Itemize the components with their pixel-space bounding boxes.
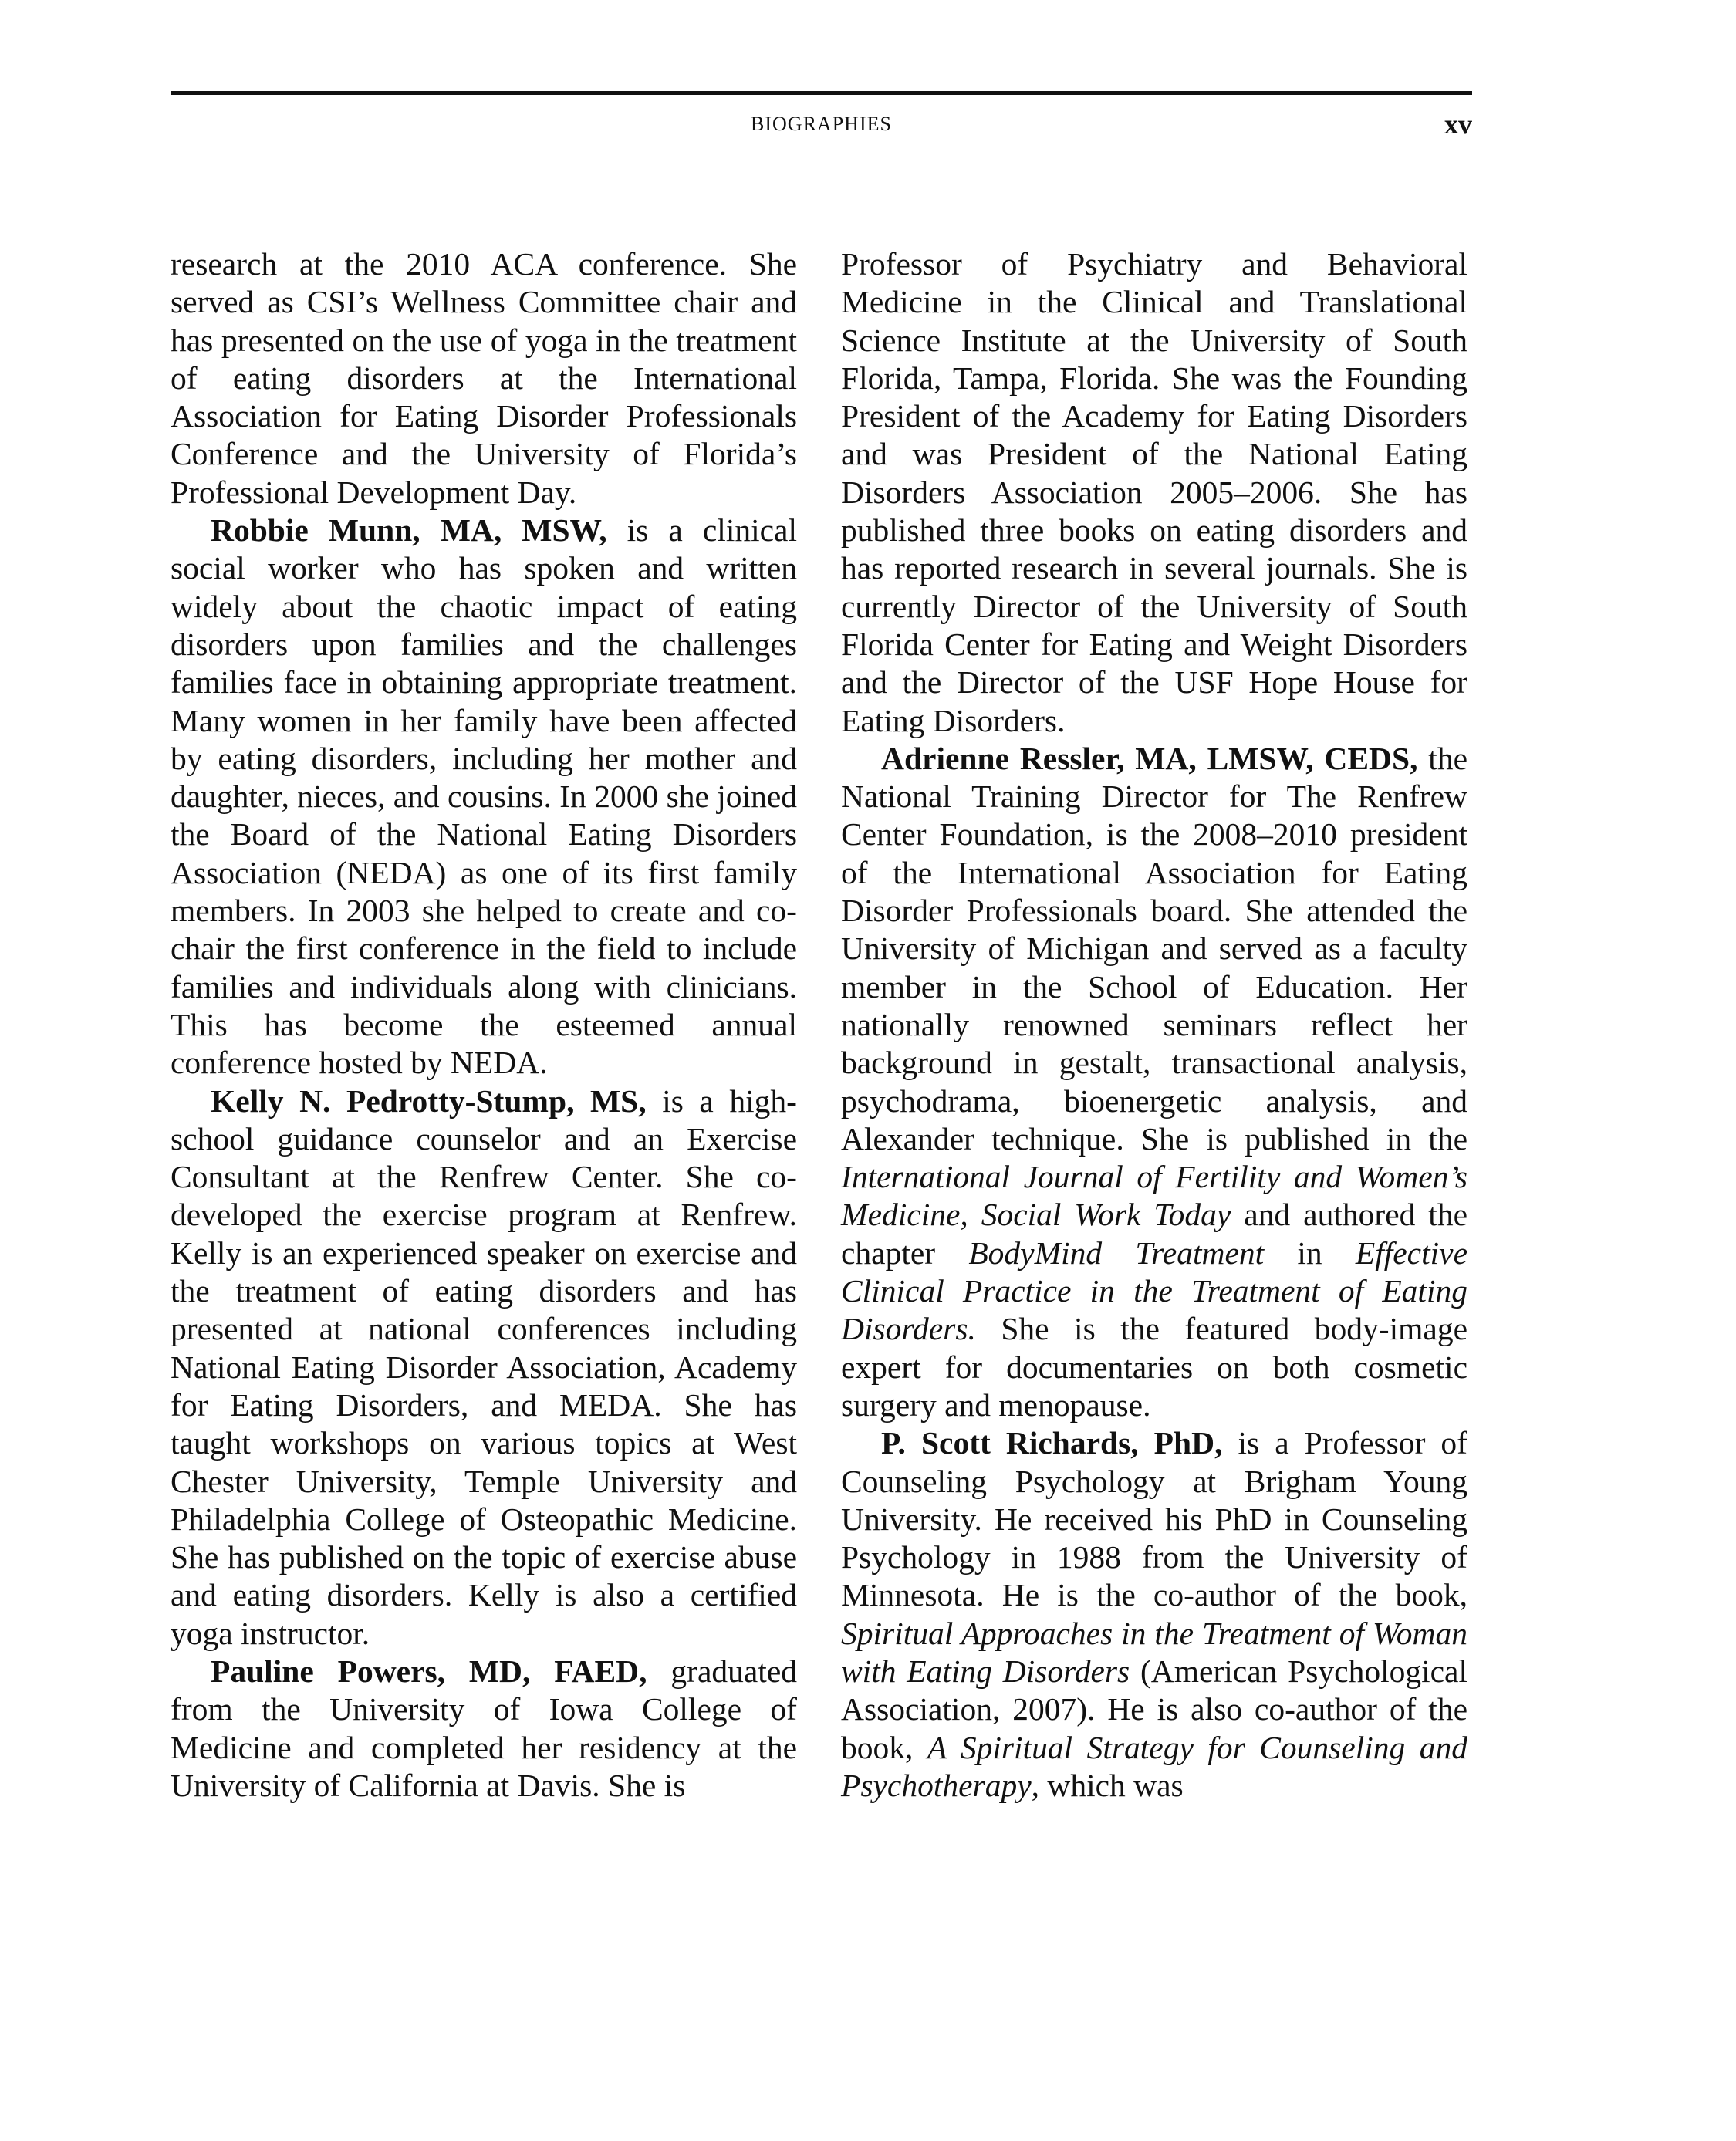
chapter-title: BodyMind Treatment <box>968 1234 1265 1271</box>
book-title: A Spiritual Strategy for Counseling and Psychotherapy <box>841 1729 1467 1803</box>
book-title: Spiritual Approaches in the Treatment of Woman with Eating Disorders <box>841 1615 1467 1689</box>
header-rule <box>171 91 1472 95</box>
bio-powers <box>171 1653 797 1805</box>
bio-name: P. Scott Richards, PhD, <box>881 1425 1223 1461</box>
bio-name: Adrienne Ressler, MA, LMSW, CEDS, <box>881 740 1418 776</box>
bio-name: Pauline Powers, MD, FAED, <box>211 1653 647 1689</box>
bio-name: Robbie Munn, MA, MSW, <box>211 512 607 549</box>
bio-text: is a high-school guidance counselor and an Exercise Consultant at the Renfrew Center. She co-developed the exercise program at Renfrew. Kelly is an experienced speaker on exercise and the treatment of eating disorders and has presented at national conferences including National Eating Disorder Association, Academy for Eating Disorders, and MEDA. She has taught workshops on various topics at West Chester University, Temple University and Philadelphia College of Osteopathic Medicine. She has published on the topic of exercise abuse and eating disorders. Kelly is also a certified yoga instructor. <box>171 1082 798 1651</box>
right-column <box>841 245 1467 1805</box>
bio-text: She is the featured body-image expert for documentaries on both cosmetic surgery and menopause. <box>841 1311 1467 1423</box>
running-head: BIOGRAPHIES <box>751 113 892 135</box>
bio-pedrotty-stump <box>171 1082 797 1653</box>
paragraph-continuation: Professor of Psychiatry and Behavioral Medicine in the Clinical and Translational Science Institute at the University of South Florida, Tampa, Florida. She was the Founding President of the Academy for Eating Disorders and was President of the National Eating Disorders Association 2005–2006. She has published three books on eating disorders and has reported research in several journals. She is currently Director of the University of South Florida Center for Eating and Weight Disorders and the Director of the USF Hope House for Eating Disorders. <box>841 246 1467 738</box>
book-title: Effective Clinical Practice in the Treatment of Eating Disorders. <box>841 1234 1467 1347</box>
bio-text: is a Professor of Counseling Psychology at Brigham Young University. He received his PhD in Counseling Psychology in 1988 from the University of Minnesota. He is the co-author of the book, <box>841 1425 1467 1613</box>
bio-text: , which was <box>1031 1767 1184 1803</box>
bio-ressler <box>841 740 1467 1424</box>
bio-text: in <box>1264 1234 1356 1271</box>
journal-title: International Journal of Fertility and Women’s Medicine, Social Work Today <box>841 1159 1467 1233</box>
left-column <box>171 245 797 1805</box>
bio-text: graduated from the University of Iowa College of Medicine and completed her residency at the University of California at Davis. She is <box>171 1653 797 1803</box>
bio-text: the National Training Director for The Renfrew Center Foundation, is the 2008–2010 president of the International Association for Eating Disorder Professionals board. She attended the University of Michigan and served as a faculty member in the School of Education. Her nationally renowned seminars reflect her background in gestalt, transactional analysis, psychodrama, bioenergetic analysis, and Alexander technique. She is published in the <box>841 740 1467 1157</box>
bio-text: and authored the chapter <box>841 1197 1468 1271</box>
bio-name: Kelly N. Pedrotty-Stump, MS, <box>211 1082 647 1119</box>
bio-richards <box>841 1424 1467 1805</box>
bio-text: (American Psychological Association, 2007). He is also co-author of the book, <box>841 1653 1467 1765</box>
paragraph-continuation: research at the 2010 ACA conference. She served as CSI’s Wellness Committee chair and has presented on the use of yoga in the treatment of eating disorders at the International Association for Eating Disorder Professionals Conference and the University of Florida’s Professional Development Day. <box>171 246 797 510</box>
bio-text: is a clinical social worker who has spoken and written widely about the chaotic impact of eating disorders upon families and the challenges families face in obtaining appropriate treatment. Many women in her family have been affected by eating disorders, including her mother and daughter, nieces, and cousins. In 2000 she joined the Board of the National Eating Disorders Association (NEDA) as one of its first family members. In 2003 she helped to create and co-chair the first conference in the field to include families and individuals along with clinicians. This has become the esteemed annual conference hosted by NEDA. <box>171 512 798 1081</box>
bio-munn <box>171 512 797 1082</box>
page-number: xv <box>1444 109 1472 140</box>
